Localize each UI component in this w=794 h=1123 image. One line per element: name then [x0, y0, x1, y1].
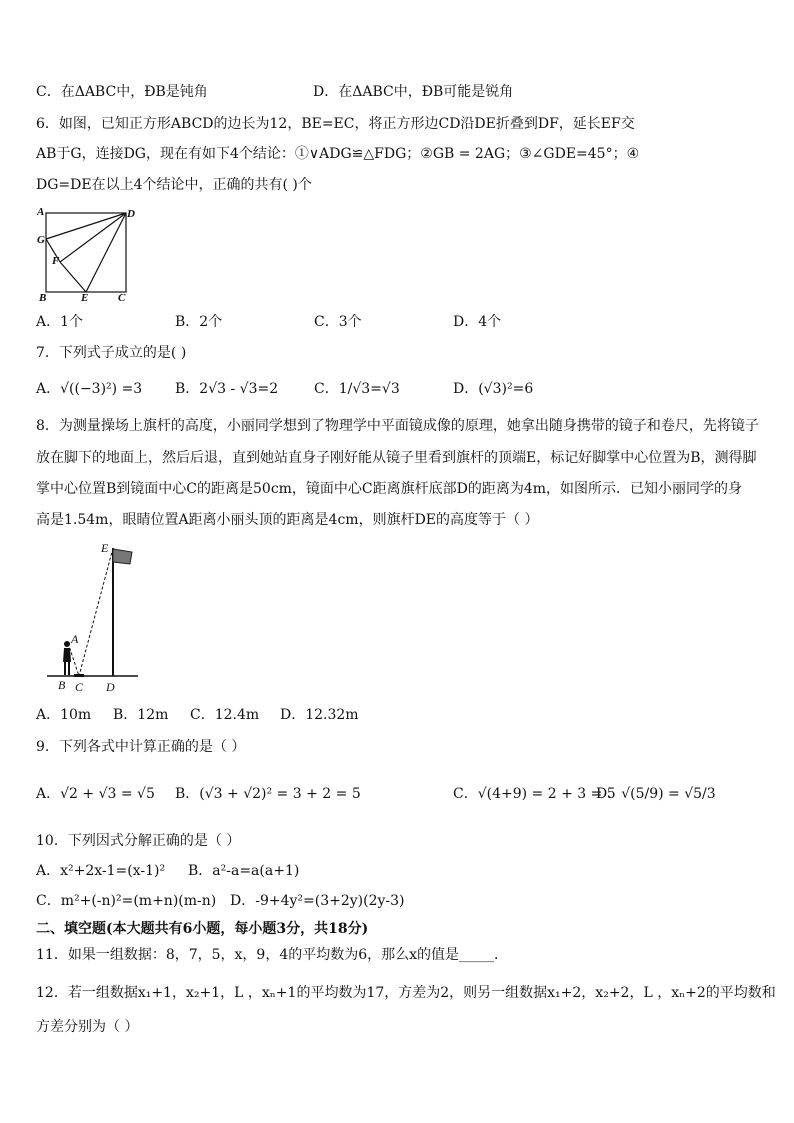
- q8-stem-line3: 掌中心位置B到镜面中心C的距离是50cm，镜面中心C距离旗杆底部D的距离为4m，如图所示．已知小丽同学的身: [36, 481, 743, 497]
- q6-option-d: D．4个: [453, 314, 502, 330]
- q6-label-d: D: [127, 208, 135, 220]
- q6-label-b: B: [39, 292, 47, 304]
- q6-label-g: G: [37, 234, 45, 246]
- q8-option-c: C．12.4m: [190, 707, 260, 723]
- q6-option-b: B．2个: [175, 314, 223, 330]
- q8-option-a: A．10m: [36, 707, 92, 723]
- q10-option-a: A．x²+2x-1=(x-1)²: [36, 863, 166, 879]
- q9-stem: 9．下列各式中计算正确的是（ ）: [36, 739, 246, 755]
- q7-option-a: A．√((−3)²) =3: [36, 381, 143, 397]
- q8-label-c: C: [75, 680, 84, 694]
- q7-option-d: D．(√3)²=6: [453, 381, 534, 397]
- q8-stem-line1: 8．为测量操场上旗杆的高度，小丽同学想到了物理学中平面镜成像的原理，她拿出随身携带的镜子和卷尺，先将镜子: [36, 418, 759, 434]
- q7-option-b: B．2√3 - √3=2: [175, 381, 279, 397]
- q12-stem-line1: 12．若一组数据x₁+1，x₂+1，L ，xₙ+1的平均数为17，方差为2，则另一组数据x₁+2，x₂+2，L ，xₙ+2的平均数和: [36, 985, 776, 1001]
- q10-stem: 10．下列因式分解正确的是（ ）: [36, 833, 241, 849]
- q7-option-c: C．1/√3=√3: [314, 381, 400, 397]
- q7-stem: 7．下列式子成立的是( ): [36, 345, 187, 361]
- q12-stem-line2: 方差分别为（ ）: [36, 1019, 139, 1035]
- q10-option-d: D．-9+4y²=(3+2y)(2y-3): [230, 893, 405, 909]
- q8-label-d: D: [106, 680, 115, 694]
- q9-option-d: D．√(5/9) = √5/3: [596, 786, 716, 802]
- q6-stem-line1: 6．如图，已知正方形ABCD的边长为12，BE=EC，将正方形边CD沿DE折叠到DF，延长EF交: [36, 116, 635, 132]
- q8-flag-icon: [113, 549, 132, 564]
- q8-stem-line4: 高是1.54m，眼睛位置A距离小丽头顶的距离是4cm，则旗杆DE的高度等于（ ）: [36, 512, 539, 528]
- q6-option-c: C．3个: [314, 314, 362, 330]
- q6-stem-line2: AB于G，连接DG，现在有如下4个结论：①∨ADG≌△FDG；②GB = 2AG；③∠GDE=45°；④: [36, 146, 640, 162]
- q8-label-e: E: [101, 541, 109, 555]
- q5-option-c: C．在ΔABC中，ÐB是钝角: [36, 84, 208, 100]
- q6-label-f: F: [52, 255, 60, 267]
- q6-square-figure: [34, 202, 134, 302]
- q8-stem-line2: 放在脚下的地面上，然后后退，直到她站直身子刚好能从镜子里看到旗杆的顶端E，标记好脚掌中心位置为B，测得脚: [36, 450, 757, 466]
- q8-girl-icon: [63, 641, 71, 675]
- section-2-heading: 二、填空题(本大题共有6小题，每小题3分，共18分): [36, 921, 369, 937]
- q6-label-a: A: [37, 206, 45, 218]
- q8-flagpole-figure: [44, 540, 144, 696]
- q9-option-b: B．(√3 + √2)² = 3 + 2 = 5: [175, 786, 361, 802]
- q10-option-c: C．m²+(-n)²=(m+n)(m-n): [36, 893, 217, 909]
- q8-option-b: B．12m: [113, 707, 169, 723]
- q8-label-b: B: [58, 678, 66, 692]
- q11-stem: 11．如果一组数据：8，7，5，x，9，4的平均数为6，那么x的值是_____．: [36, 947, 509, 963]
- q9-option-c: C．√(4+9) = 2 + 3 = 5: [453, 786, 616, 802]
- q6-stem-line3: DG=DE在以上4个结论中，正确的共有( )个: [36, 177, 312, 193]
- q9-option-a: A．√2 + √3 = √5: [36, 786, 155, 802]
- q6-label-c: C: [118, 292, 126, 304]
- q8-label-a: A: [71, 632, 79, 646]
- q6-option-a: A．1个: [36, 314, 84, 330]
- q10-option-b: B．a²-a=a(a+1): [188, 863, 300, 879]
- q5-option-d: D．在ΔABC中，ÐB可能是锐角: [313, 84, 514, 100]
- q8-option-d: D．12.32m: [280, 707, 359, 723]
- q6-label-e: E: [81, 292, 89, 304]
